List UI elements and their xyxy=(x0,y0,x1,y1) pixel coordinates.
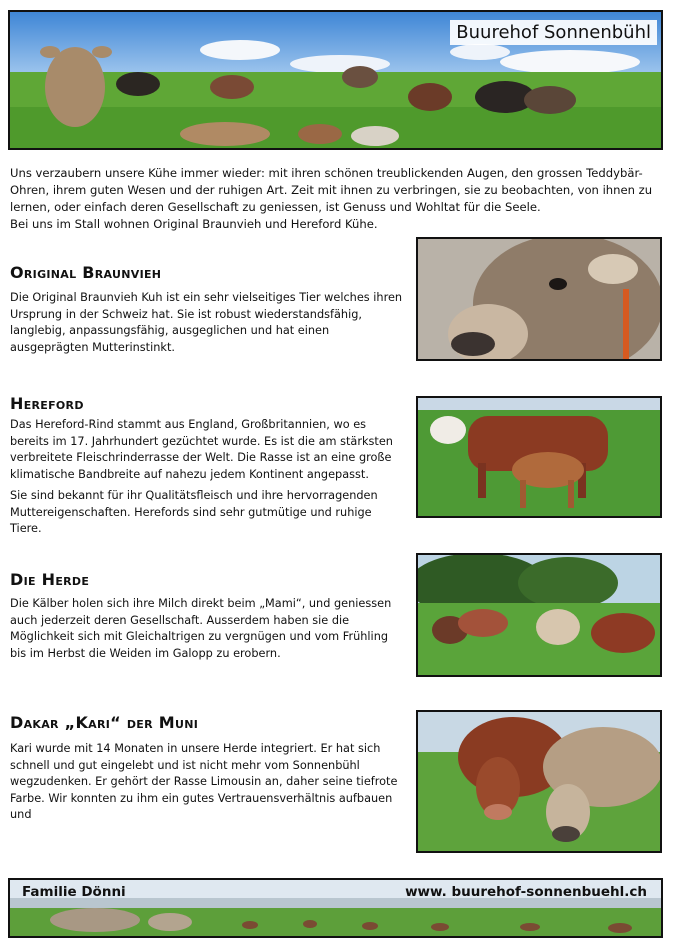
intro-text xyxy=(10,165,666,233)
intro-paragraph: Uns verzaubern unsere Kühe immer wieder: mit ihren schönen treublickenden Augen, den grossen Teddybär-Ohren, ihrem guten Wesen und der ruhigen Art. Zeit mit ihnen zu verbringen, sie zu beobachten, von ihnen zu lernen, oder einfach deren Gesellschaft zu geniessen, ist Genuss und Wohltat für die Seele. xyxy=(10,166,653,214)
section-heading: Hereford xyxy=(10,394,84,413)
section-paragraph: Die Original Braunvieh Kuh ist ein sehr vielseitiges Tier welches ihren Ursprung in der Schweiz hat. Sie ist robust wiederstandsfähig, langlebig, anpassungsfähig, ausgeglichen und hat einen ausgeprägten Mutterinstinkt. xyxy=(10,291,403,354)
footer-website: www. buurehof-sonnenbuehl.ch xyxy=(405,884,647,900)
footer-banner xyxy=(8,878,663,938)
section-body xyxy=(10,417,404,543)
footer-family-name: Familie Dönni xyxy=(22,884,126,900)
section-heading: Dakar „Kari“ der Muni xyxy=(10,713,199,732)
section-heading: Die Herde xyxy=(10,570,90,589)
intro-paragraph: Bei uns im Stall wohnen Original Braunvieh und Hereford Kühe. xyxy=(10,217,378,231)
section-body xyxy=(10,290,404,361)
section-paragraph: Sie sind bekannt für ihr Qualitätsfleisch und ihre hervorragenden Muttereigenschaften. Herefords sind sehr gutmütige und ruhige Tiere. xyxy=(10,489,378,535)
muni-photo xyxy=(416,710,662,853)
header-banner xyxy=(8,10,663,150)
section-body xyxy=(10,596,404,667)
braunvieh-photo xyxy=(416,237,662,361)
page-title: Buurehof Sonnenbühl xyxy=(450,20,657,45)
section-heading: Original Braunvieh xyxy=(10,263,162,282)
section-paragraph: Das Hereford-Rind stammt aus England, Großbritannien, wo es bereits im 17. Jahrhundert gezüchtet wurde. Es ist die am stärksten verbreitete Fleischrinderrasse der Welt. Die Rasse ist an eine große klimatische Bandbreite auf nahezu jedem Kontinent angepasst. xyxy=(10,418,393,481)
section-body xyxy=(10,741,404,829)
herd-photo xyxy=(416,553,662,677)
hereford-photo xyxy=(416,396,662,518)
section-paragraph: Die Kälber holen sich ihre Milch direkt beim „Mami“, und geniessen auch jederzeit deren Gesellschaft. Ausserdem haben sie die Möglichkeit sich mit Gleichaltrigen zu vergnügen und vom Frühling bis im Herbst die Weiden im Galopp zu erobern. xyxy=(10,597,392,660)
section-paragraph: Kari wurde mit 14 Monaten in unsere Herde integriert. Er hat sich schnell und gut eingelebt und ist nicht mehr vom Sonnenbühl wegzudenken. Er gehört der Rasse Limousin an, daher seine tiefrote Farbe. Wir konnten zu ihm ein gutes Vertrauensverhältnis aufbauen und xyxy=(10,742,398,821)
